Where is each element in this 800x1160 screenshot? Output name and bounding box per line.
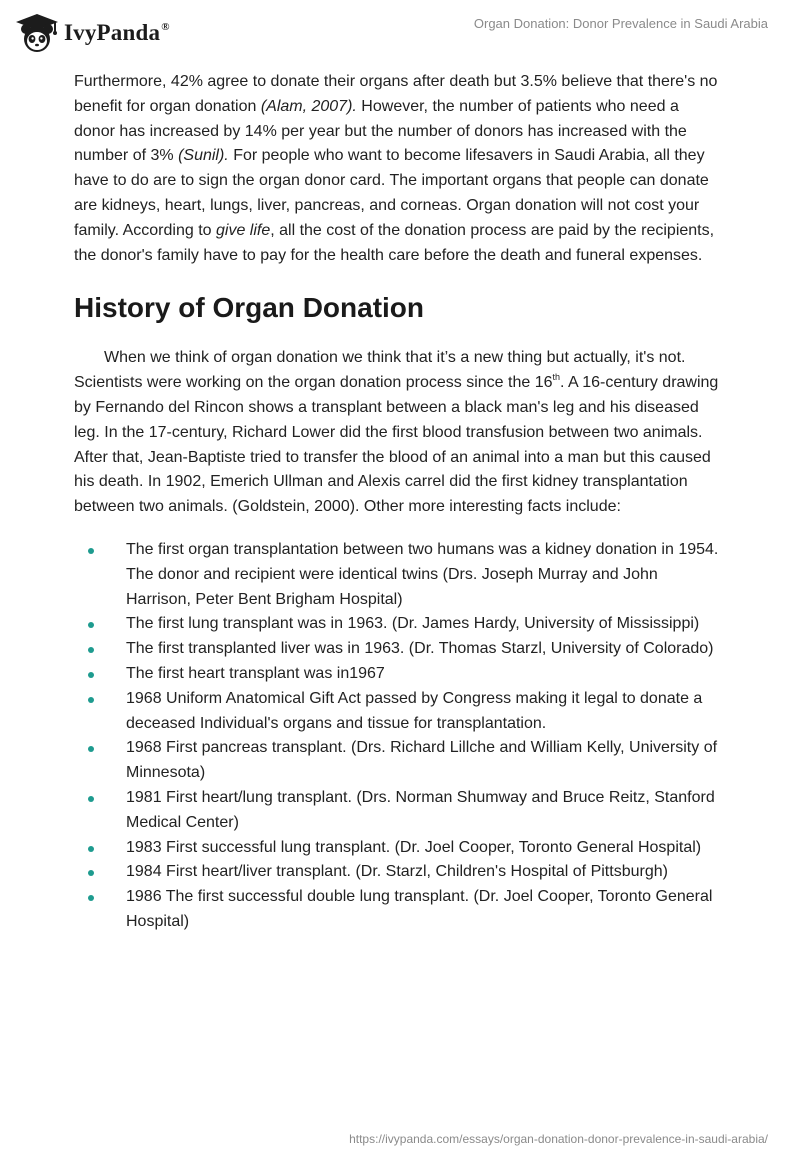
bullet-icon [88,870,94,876]
bullet-icon [88,548,94,554]
bullet-icon [88,672,94,678]
citation: give life [215,221,271,239]
list-item: The first lung transplant was in 1963. (Dr. James Hardy, University of Mississippi) [74,612,724,637]
bullet-icon [88,846,94,852]
list-item: 1968 Uniform Anatomical Gift Act passed by Congress making it legal to donate a deceased Individual's organs and tissue for transplantation. [74,687,724,737]
list-item: The first organ transplantation between two humans was a kidney donation in 1954. The donor and recipient were identical twins (Drs. Joseph Murray and John Harrison, Peter Bent Brigham Hospital) [74,538,724,612]
list-item: The first heart transplant was in1967 [74,662,724,687]
panda-graduate-icon [14,12,60,54]
bullet-icon [88,796,94,802]
list-item: 1981 First heart/lung transplant. (Drs. Norman Shumway and Bruce Reitz, Stanford Medical Center) [74,786,724,836]
facts-list [74,538,724,935]
ivypanda-logo[interactable] [14,12,170,54]
intro-paragraph: Furthermore, 42% agree to donate their organs after death but 3.5% believe that there's no benefit for organ donation (Alam, 2007). However, the number of patients who need a donor has increased by 14% per year but the number of donors has increased with the number of 3% (Sunil). For people who want to become lifesavers in Saudi Arabia, all they have to do are to sign the organ donor card. The important organs that people can donate are kidneys, heart, lungs, liver, pancreas, and corneas. Organ donation will not cost your family. According to give life, all the cost of the donation process are paid by the recipients, the donor's family have to pay for the health care before the death and funeral expenses. [74,73,718,264]
citation: (Alam, 2007). [260,97,357,115]
page-header [0,0,800,64]
bullet-icon [88,647,94,653]
brand-name: IvyPanda® [64,20,170,45]
bullet-icon [88,895,94,901]
history-paragraph: When we think of organ donation we think that it’s a new thing but actually, it's not. Scientists were working on the organ donation process since the 16th. A 16-century drawing by Fernando del Rincon shows a transplant between a black man's leg and his diseased leg. In the 17-century, Richard Lower did the first blood transfusion between two animals. After that, Jean-Baptiste tried to transfer the blood of an animal into a man but this caused his death. In 1902, Emerich Ullman and Alexis carrel did the first kidney transplantation between two animals. (Goldstein, 2000). Other more interesting facts include: [74,349,719,516]
bullet-icon [88,697,94,703]
document-title: Organ Donation: Donor Prevalence in Saudi Arabia [473,16,768,31]
list-item: The first transplanted liver was in 1963. (Dr. Thomas Starzl, University of Colorado) [74,637,724,662]
citation: (Sunil). [178,147,229,165]
bullet-icon [88,746,94,752]
article-content [74,70,724,935]
bullet-icon [88,622,94,628]
section-heading: History of Organ Donation [74,292,424,324]
list-item: 1983 First successful lung transplant. (Dr. Joel Cooper, Toronto General Hospital) [74,836,724,861]
source-url-link[interactable]: https://ivypanda.com/essays/organ-donation-donor-prevalence-in-saudi-arabia/ [349,1132,768,1146]
list-item: 1968 First pancreas transplant. (Drs. Richard Lillche and William Kelly, University of Minnesota) [74,736,724,786]
list-item: 1984 First heart/liver transplant. (Dr. Starzl, Children's Hospital of Pittsburgh) [74,860,724,885]
list-item: 1986 The first successful double lung transplant. (Dr. Joel Cooper, Toronto General Hospital) [74,885,724,935]
